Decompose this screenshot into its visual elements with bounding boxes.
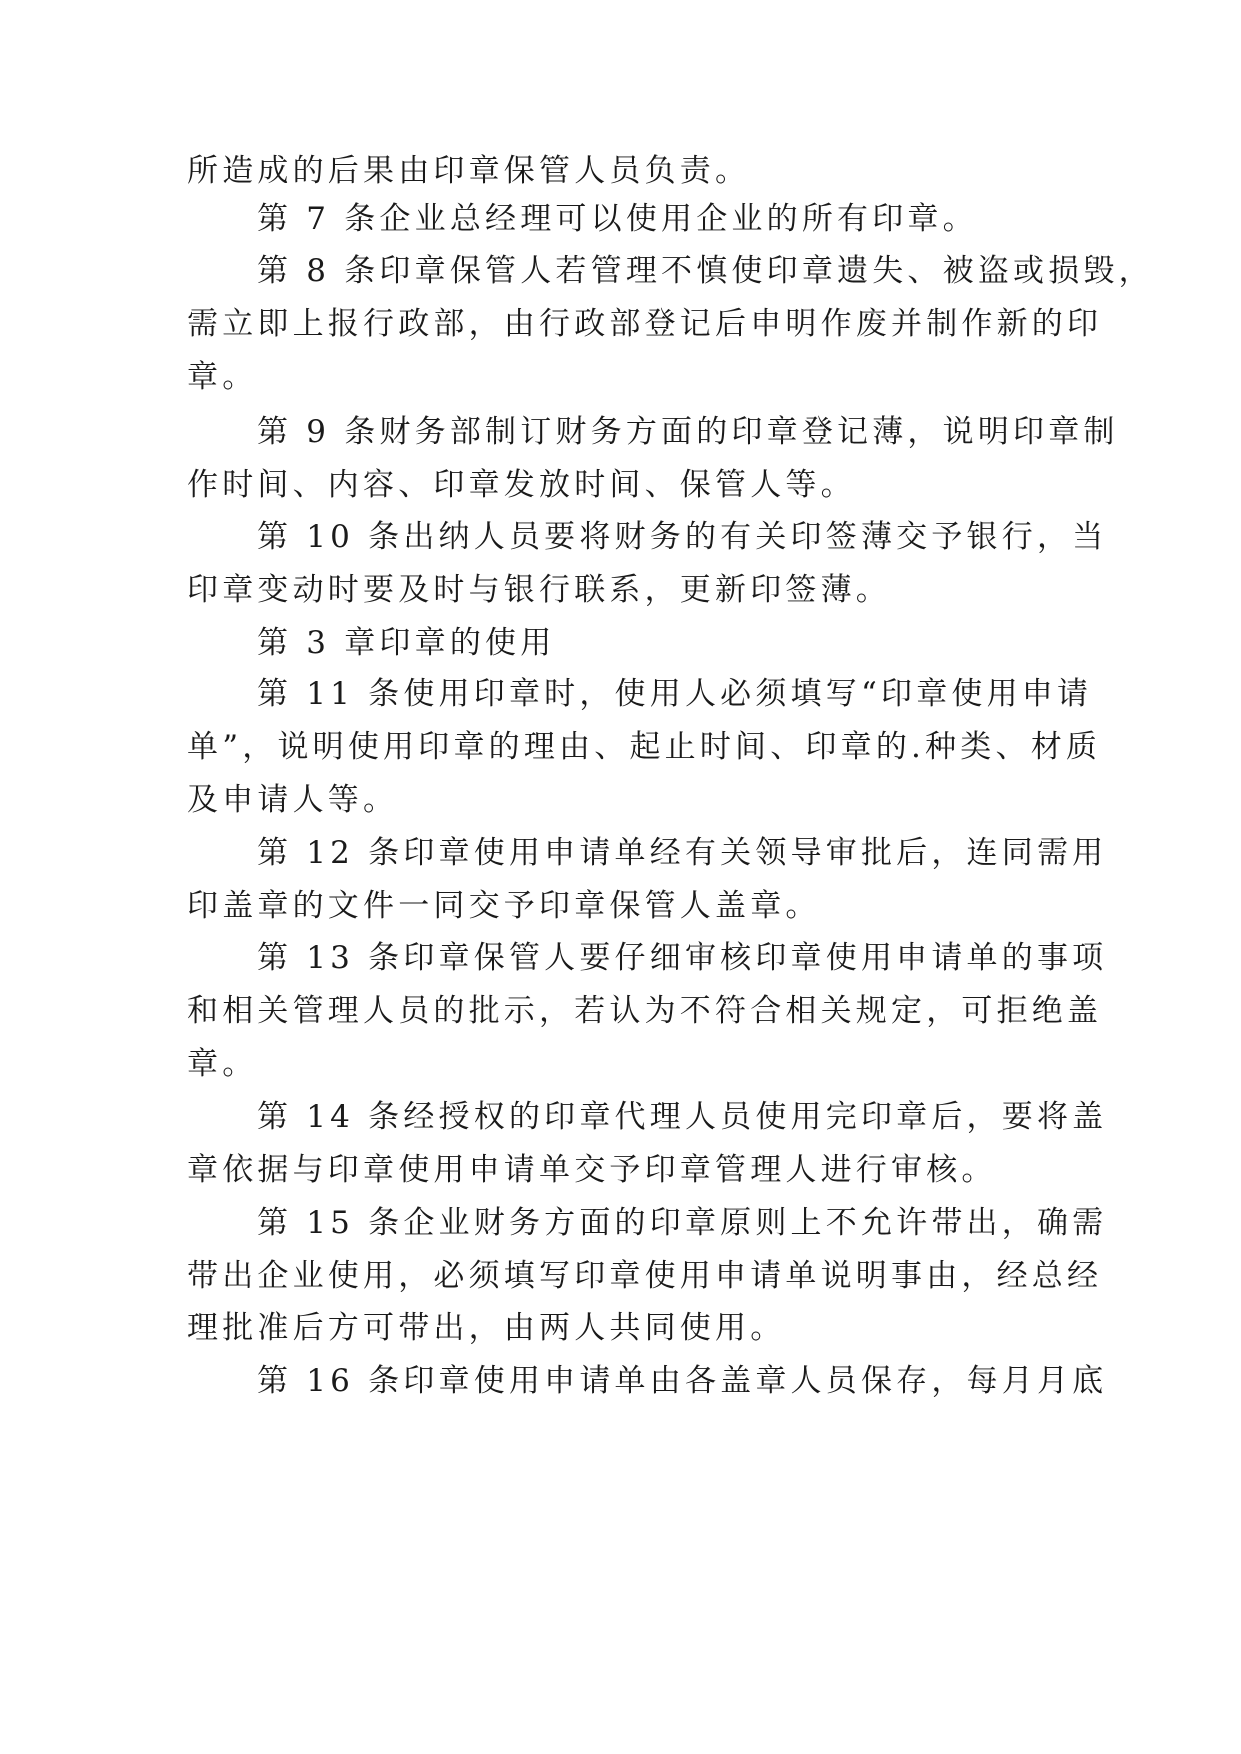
document-line: 章依据与印章使用申请单交予印章管理人进行审核。 xyxy=(187,1152,997,1188)
article-12: 第 12 条印章使用申请单经有关领导审批后，连同需用 xyxy=(257,835,1108,871)
document-line: 及申请人等。 xyxy=(187,782,399,818)
article-7: 第 7 条企业总经理可以使用企业的所有印章。 xyxy=(257,201,978,237)
document-line: 所造成的后果由印章保管人员负责。 xyxy=(187,153,751,189)
document-line: 带出企业使用，必须填写印章使用申请单说明事由，经总经 xyxy=(187,1258,1103,1294)
document-line: 理批准后方可带出，由两人共同使用。 xyxy=(187,1310,786,1346)
article-15: 第 15 条企业财务方面的印章原则上不允许带出，确需 xyxy=(257,1205,1108,1241)
document-line: 章。 xyxy=(187,1046,258,1082)
article-9: 第 9 条财务部制订财务方面的印章登记薄，说明印章制 xyxy=(257,414,1119,450)
article-10: 第 10 条出纳人员要将财务的有关印签薄交予银行，当 xyxy=(257,519,1108,555)
document-line: 章。 xyxy=(187,359,258,395)
document-line: 印章变动时要及时与银行联系，更新印签薄。 xyxy=(187,572,891,608)
document-line: 需立即上报行政部，由行政部登记后申明作废并制作新的印 xyxy=(187,306,1103,342)
document-line: 印盖章的文件一同交予印章保管人盖章。 xyxy=(187,888,821,924)
document-line: 作时间、内容、印章发放时间、保管人等。 xyxy=(187,467,856,503)
article-16: 第 16 条印章使用申请单由各盖章人员保存，每月月底 xyxy=(257,1363,1108,1399)
chapter-3-heading: 第 3 章印章的使用 xyxy=(257,625,556,661)
document-line: 和相关管理人员的批示，若认为不符合相关规定，可拒绝盖 xyxy=(187,993,1103,1029)
article-14: 第 14 条经授权的印章代理人员使用完印章后，要将盖 xyxy=(257,1099,1108,1135)
article-13: 第 13 条印章保管人要仔细审核印章使用申请单的事项 xyxy=(257,940,1108,976)
document-line: 单”，说明使用印章的理由、起止时间、印章的.种类、材质 xyxy=(187,729,1102,765)
article-8: 第 8 条印章保管人若管理不慎使印章遗失、被盗或损毁， xyxy=(257,253,1154,289)
article-11: 第 11 条使用印章时，使用人必须填写“印章使用申请 xyxy=(257,676,1093,712)
